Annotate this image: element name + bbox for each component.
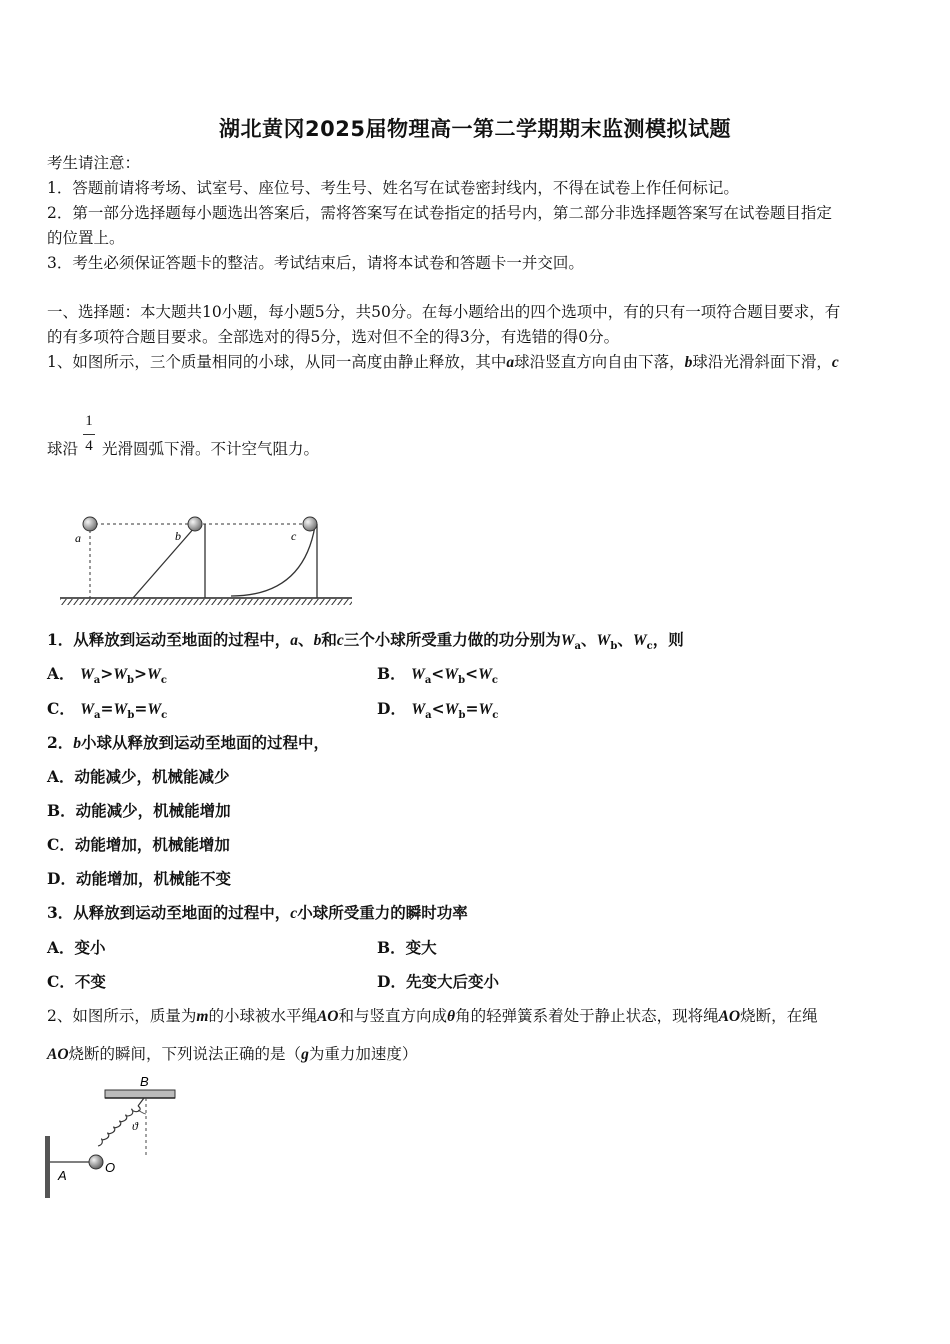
w-symbol: W (478, 701, 493, 718)
page-title: 湖北黄冈2025届物理高一第二学期期末监测模拟试题 (219, 117, 731, 141)
stem-text: 和与竖直方向成 (338, 1007, 448, 1025)
stem-text: 2、如图所示，质量为 (47, 1007, 197, 1025)
option-A[interactable] (47, 663, 167, 692)
option-A[interactable]: A．变小 (47, 938, 106, 957)
label-B: B (140, 1074, 149, 1089)
var-m: m (196, 1008, 209, 1025)
subscript: a (93, 675, 101, 687)
label-theta: ϑ (132, 1119, 138, 1133)
notice-item: 1．答题前请将考场、试室号、座位号、考生号、姓名写在试卷密封线内，不得在试卷上作任何标记。 (47, 179, 739, 197)
option-label: D． (377, 699, 406, 718)
option-C[interactable] (47, 698, 167, 727)
operator: < (431, 664, 445, 683)
var-ao: AO (718, 1008, 741, 1025)
label-b: b (175, 529, 181, 543)
subscript: b (610, 641, 618, 653)
stem-text: 烧断的瞬间，下列说法正确的是（ (68, 1045, 302, 1063)
operator: < (465, 664, 479, 683)
figure-three-balls (55, 510, 355, 610)
var-c: c (831, 354, 839, 371)
label-O: O (105, 1160, 116, 1175)
w-symbol: W (411, 701, 426, 718)
subscript: c (161, 710, 168, 722)
stem-text: ，则 (652, 630, 684, 649)
operator: = (465, 699, 479, 718)
option-D[interactable]: D．动能增加，机械能不变 (47, 869, 231, 888)
option-label: C． (47, 699, 75, 718)
ball-b (188, 517, 202, 531)
operator: < (431, 699, 445, 718)
stem-text: 1、如图所示，三个质量相同的小球，从同一高度由静止释放，其中 (47, 353, 507, 371)
subscript: b (458, 710, 466, 722)
subscript: a (94, 710, 101, 722)
w-symbol: W (79, 666, 94, 683)
operator: > (100, 664, 114, 683)
figure-spring-ball (40, 1070, 190, 1205)
stem-text: 小球所受重力的瞬时功率 (297, 903, 468, 922)
var-b: b (684, 354, 693, 371)
var-g: g (301, 1046, 309, 1063)
section-instructions: 一、选择题：本大题共10小题，每小题5分，共50分。在每小题给出的四个选项中，有的只有一项符合题目要求，有 (47, 303, 841, 321)
ceiling-support (105, 1090, 175, 1098)
option-B[interactable]: B．变大 (377, 938, 437, 957)
w-symbol: W (147, 666, 161, 683)
w-symbol: W (113, 666, 128, 683)
notice-item: 3．考生必须保证答题卡的整洁。考试结束后，请将本试卷和答题卡一并交回。 (47, 254, 584, 272)
w-symbol: W (560, 632, 575, 649)
notice-item: 的位置上。 (47, 229, 125, 247)
ground-hatch (60, 599, 352, 605)
subscript: a (425, 710, 432, 722)
question-2-stem (47, 1005, 818, 1028)
operator: = (134, 699, 148, 718)
subquestion-3-stem (47, 902, 468, 925)
w-symbol: W (411, 666, 425, 683)
option-A[interactable]: A．动能减少，机械能减少 (47, 767, 230, 786)
subscript: b (127, 675, 135, 687)
notice-heading: 考生请注意： (47, 154, 141, 172)
option-B[interactable] (377, 663, 498, 692)
subscript: c (491, 675, 498, 687)
conjunction: 和 (321, 630, 337, 649)
stem-text: 小球从释放到运动至地面的过程中， (81, 733, 330, 752)
w-symbol: W (147, 701, 162, 718)
operator: = (100, 699, 114, 718)
arc-track (231, 526, 315, 596)
operator: > (134, 664, 148, 683)
stem-text: 角的轻弹簧系着处于静止状态，现将绳 (455, 1007, 719, 1025)
spring-top (138, 1098, 144, 1106)
separator: 、 (617, 630, 633, 649)
var-a: a (290, 632, 299, 649)
var-theta: θ (447, 1008, 456, 1025)
question-number: 2． (47, 733, 74, 752)
w-symbol: W (80, 701, 95, 718)
question-2-stem-line2 (47, 1043, 417, 1066)
w-symbol: W (444, 701, 459, 718)
w-symbol: W (596, 632, 611, 649)
option-label: A． (47, 664, 75, 683)
subscript: a (424, 675, 432, 687)
subscript: c (646, 641, 653, 653)
w-symbol: W (478, 666, 492, 683)
stem-text: 烧断，在绳 (740, 1007, 818, 1025)
notice-item: 2．第一部分选择题每小题选出答案后，需将答案写在试卷指定的括号内，第二部分非选择题答案写在试卷题目指定 (47, 204, 832, 222)
option-D[interactable] (377, 698, 498, 727)
fraction-bar (83, 434, 95, 435)
separator: 、 (581, 630, 597, 649)
subquestion-2-stem (47, 732, 329, 755)
option-C[interactable]: C．不变 (47, 972, 106, 991)
var-ao: AO (47, 1046, 69, 1063)
var-ao: AO (316, 1008, 339, 1025)
stem-text: 1．从释放到运动至地面的过程中， (47, 630, 291, 649)
wall-support (45, 1136, 50, 1198)
ball-c (303, 517, 317, 531)
option-C[interactable]: C．动能增加，机械能增加 (47, 835, 230, 854)
var-b: b (73, 735, 82, 752)
stem-text: 光滑圆弧下滑。不计空气阻力。 (102, 440, 320, 458)
label-A: A (58, 1168, 67, 1183)
option-label: B． (377, 664, 406, 683)
fraction-denominator: 4 (85, 438, 93, 454)
stem-text: 3．从释放到运动至地面的过程中， (47, 903, 291, 922)
subscript: c (160, 675, 167, 687)
stem-text: 球沿光滑斜面下滑， (692, 353, 832, 371)
question-1-stem (47, 351, 839, 374)
subscript: a (574, 641, 582, 653)
subquestion-1-stem (47, 629, 684, 658)
angle-arc (138, 1110, 146, 1114)
ball-m (89, 1155, 103, 1169)
stem-text: 的小球被水平绳 (208, 1007, 317, 1025)
w-symbol: W (113, 701, 128, 718)
label-c: c (291, 529, 297, 543)
stem-text: 为重力加速度） (308, 1045, 418, 1063)
label-a: a (75, 531, 81, 545)
fraction-numerator: 1 (85, 413, 93, 429)
subscript: c (492, 710, 499, 722)
ball-a (83, 517, 97, 531)
subscript: b (458, 675, 466, 687)
stem-text: 三个小球所受重力做的功分别为 (343, 630, 561, 649)
var-a: a (506, 354, 515, 371)
var-c: c (336, 632, 344, 649)
var-c: c (290, 905, 298, 922)
w-symbol: W (444, 666, 459, 683)
stem-text: 球沿竖直方向自由下落， (514, 353, 685, 371)
incline-slope (133, 527, 195, 598)
var-b: b (313, 632, 322, 649)
stem-text: 球沿 (47, 440, 79, 458)
separator: 、 (298, 630, 314, 649)
option-B[interactable]: B．动能减少，机械能增加 (47, 801, 231, 820)
option-D[interactable]: D．先变大后变小 (377, 972, 499, 991)
w-symbol: W (632, 632, 647, 649)
section-instructions: 的有多项符合题目要求。全部选对的得5分，选对但不全的得3分，有选错的得0分。 (47, 328, 620, 346)
subscript: b (127, 710, 135, 722)
